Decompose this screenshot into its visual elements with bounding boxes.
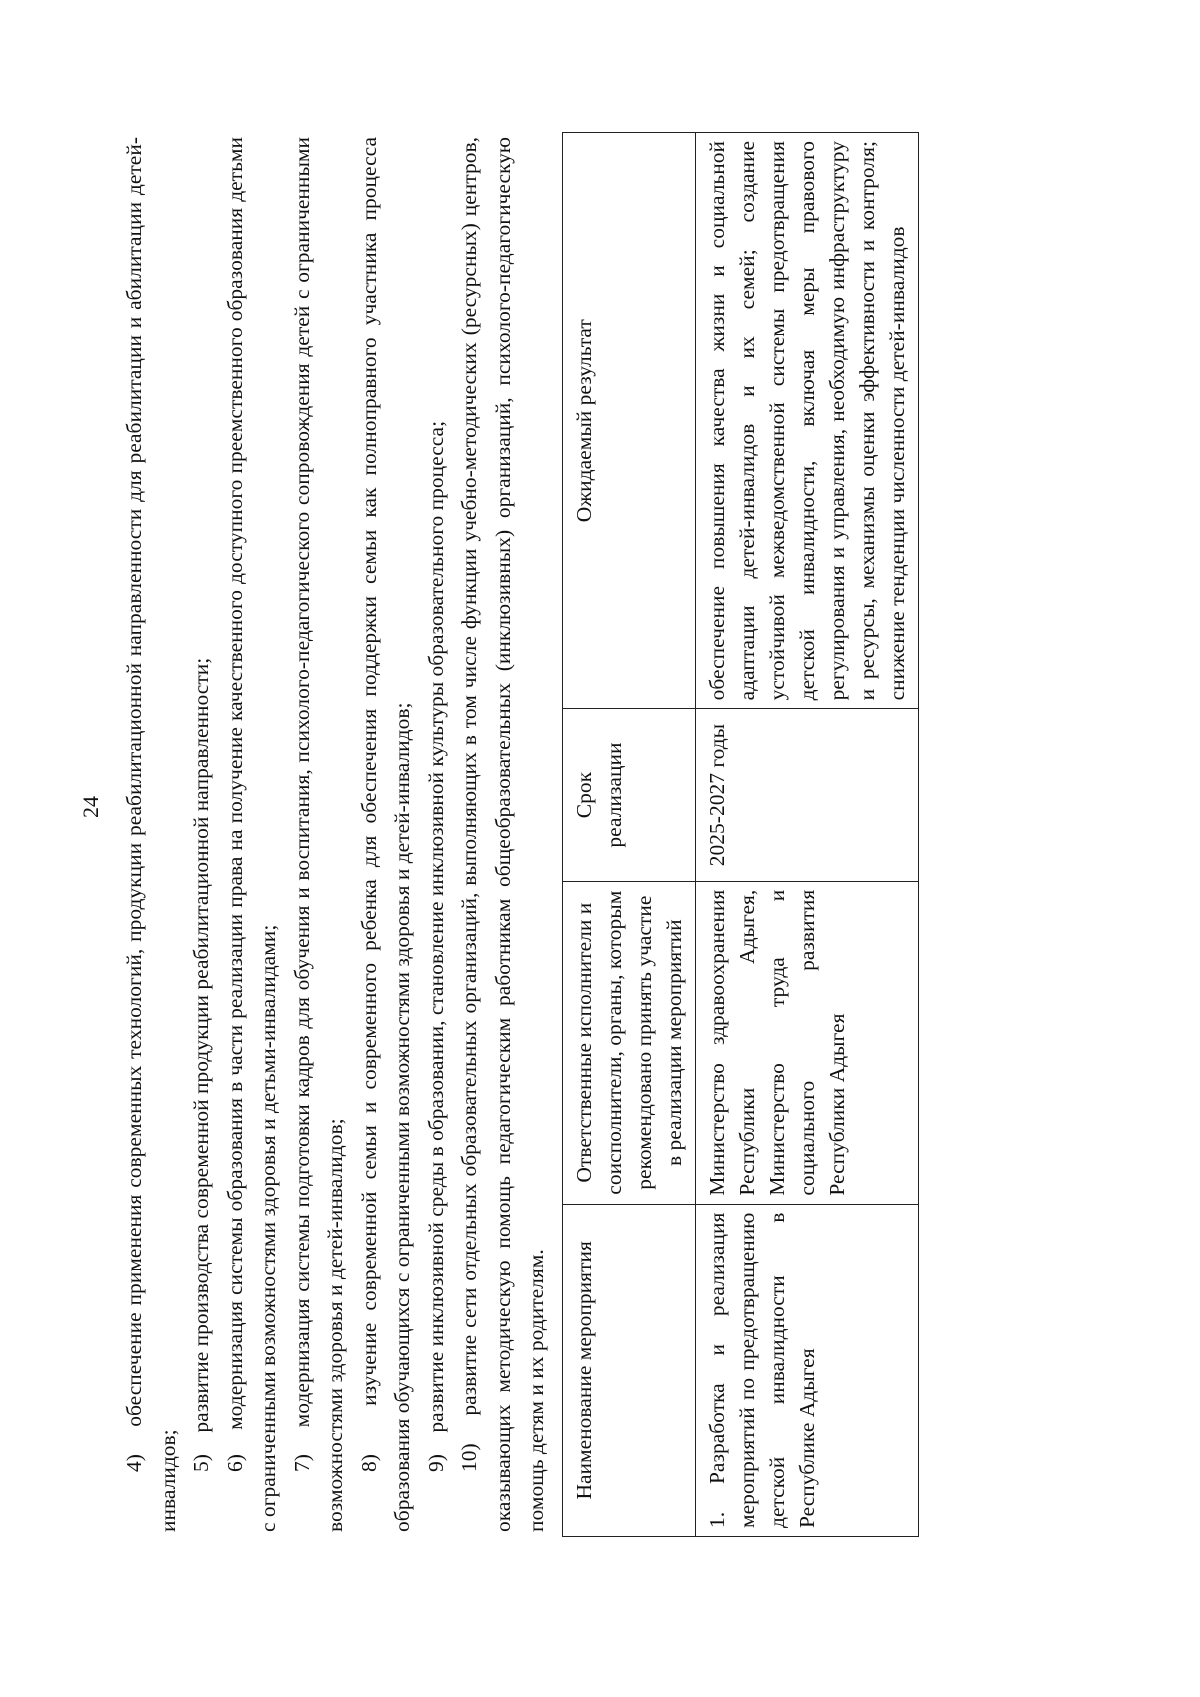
paragraph: 8) изучение современной семьи и современного ребенка для обеспечения поддержки семьи как полноправного участника процесса образования обучающихся с ограниченными возможностями здоровья и детей-инвалидов;	[356, 137, 414, 1532]
cell-measure-name: 1. Разработка и реализация мероприятий по предотвращению детской инвалидности в Республике Адыгея	[696, 1204, 919, 1536]
paragraph: 4) обеспечение применения современных технологий, продукции реабилитационной направленности для реабилитации и абилитации детей-инвалидов;	[122, 137, 180, 1532]
paragraph: 5) развитие производства современной продукции реабилитационной направленности;	[189, 657, 213, 1472]
cell-responsible: Министерство здравоохранения Республики Адыгея, Министерство труда и социального развития Республики Адыгея	[696, 881, 919, 1204]
table-row	[696, 133, 919, 1537]
header-responsible: Ответственные исполнители и соисполнители, органы, которым рекомендовано принять участие в реализации мероприятий	[563, 881, 696, 1204]
paragraph: 10) развитие сети отдельных образовательных организаций, выполняющих в том числе функции учебно-методических (ресурсных) центров, оказывающих методическую помощь педагогическим работникам общеобразовательных (инклюзивных) организаций, психолого-педагогическую помощь детям и их родителям.	[457, 137, 548, 1532]
table-header-row	[563, 133, 696, 1537]
header-measure-name: Наименование мероприятия	[563, 1204, 696, 1536]
paragraph: 9) развитие инклюзивной среды в образовании, становление инклюзивной культуры образовательного процесса;	[423, 420, 448, 1472]
header-deadline: Срок реализации	[563, 709, 696, 881]
header-expected-result: Ожидаемый результат	[563, 133, 696, 709]
paragraph: 7) модернизация системы подготовки кадров для обучения и воспитания, психолого-педагогического сопровождения детей с ограниченными возможностями здоровья и детей-инвалидов;	[289, 137, 347, 1532]
measures-table	[562, 132, 919, 1537]
body-text	[118, 137, 554, 1532]
cell-expected-result: обеспечение повышения качества жизни и социальной адаптации детей-инвалидов и их семей; создание устойчивой межведомственной системы предотвращения детской инвалидности, включая меры правового регулирования и управления, необходимую инфраструктуру и ресурсы, механизмы оценки эффективности и контроля; снижение тенденции численности детей-инвалидов	[696, 133, 919, 709]
paragraph: 6) модернизация системы образования в части реализации права на получение качественного доступного преемственного образования детьми с ограниченными возможностями здоровья и детьми-инвалидами;	[222, 137, 280, 1532]
cell-deadline: 2025-2027 годы	[696, 709, 919, 881]
page-number: 24	[78, 796, 103, 818]
